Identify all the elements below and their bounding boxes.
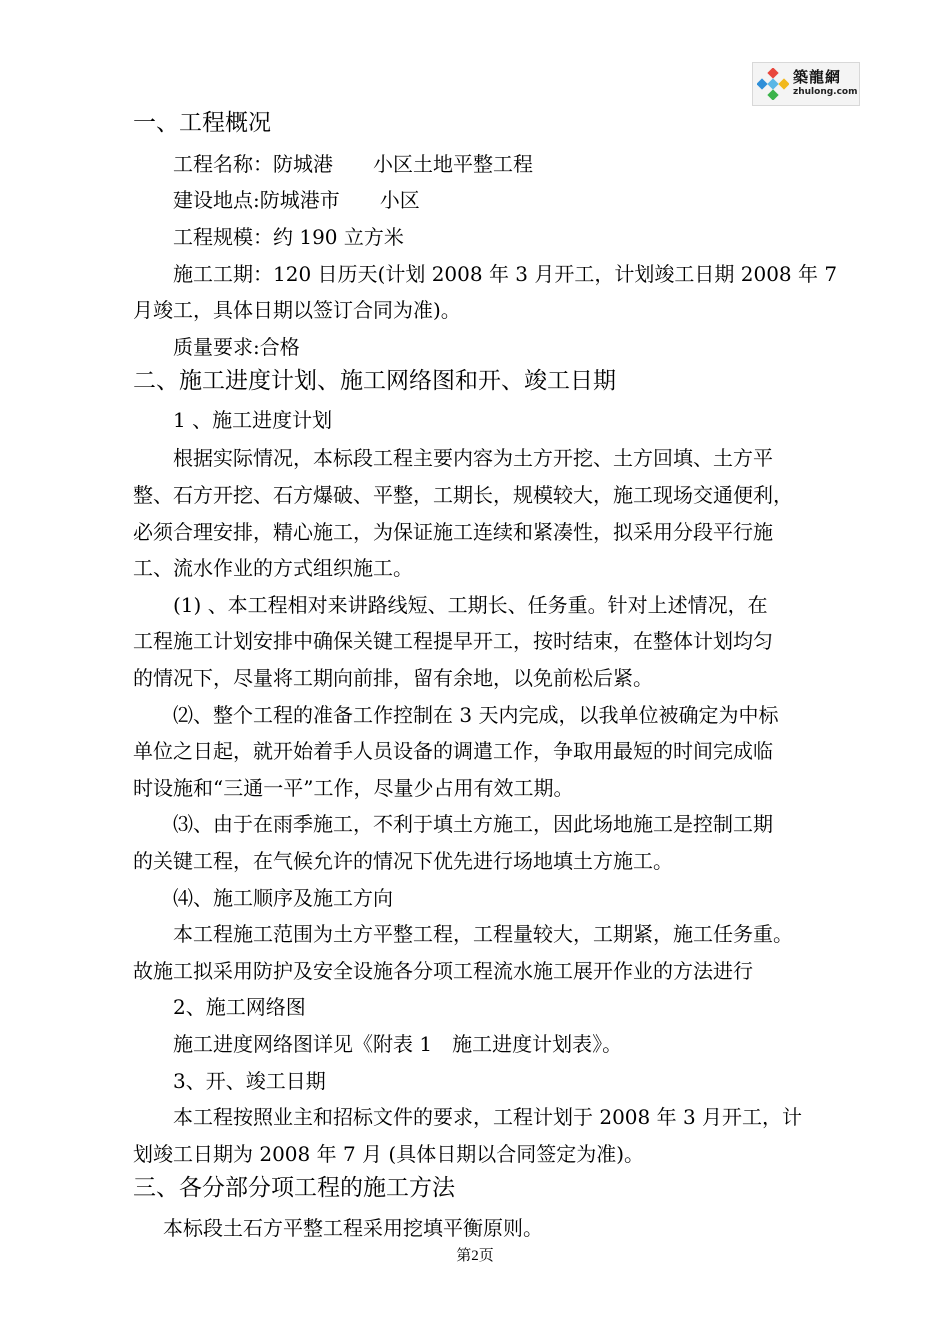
logo-name: 築龍網 xyxy=(793,68,842,86)
subheading-start-end-dates: 3、开、竣工日期 xyxy=(173,1069,326,1093)
paragraph-line: 时设施和“三通一平”工作，尽量少占用有效工期。 xyxy=(133,776,574,800)
subheading-network-diagram: 2、施工网络图 xyxy=(173,995,306,1019)
section-heading-3: 三、各分部分项工程的施工方法 xyxy=(133,1175,455,1201)
project-name: 工程名称：防城港 小区土地平整工程 xyxy=(173,152,533,176)
paragraph-line: ⑷、施工顺序及施工方向 xyxy=(173,886,393,910)
project-duration: 施工工期：120 日历天(计划 2008 年 3 月开工，计划竣工日期 2008 年 7 xyxy=(173,262,838,286)
paragraph-line: 故施工拟采用防护及安全设施各分项工程流水施工展开作业的方法进行 xyxy=(133,959,753,983)
project-duration-cont: 月竣工，具体日期以签订合同为准)。 xyxy=(133,298,461,322)
quality-requirement: 质量要求:合格 xyxy=(173,335,300,359)
paragraph-line: 工、流水作业的方式组织施工。 xyxy=(133,556,413,580)
zhulong-logo-icon xyxy=(757,68,789,100)
paragraph-line: 划竣工日期为 2008 年 7 月 (具体日期以合同签定为准)。 xyxy=(133,1142,645,1166)
section-heading-1: 一、工程概况 xyxy=(133,110,271,136)
paragraph-line: 本标段土石方平整工程采用挖填平衡原则。 xyxy=(163,1216,543,1240)
logo-domain: zhulong.com xyxy=(793,87,858,97)
project-scale: 工程规模：约 190 立方米 xyxy=(173,225,404,249)
section-heading-2: 二、施工进度计划、施工网络图和开、竣工日期 xyxy=(133,368,616,394)
paragraph-line: 单位之日起，就开始着手人员设备的调遣工作，争取用最短的时间完成临 xyxy=(133,739,773,763)
paragraph-line: 的关键工程，在气候允许的情况下优先进行场地填土方施工。 xyxy=(133,849,673,873)
paragraph-line: ⑵、整个工程的准备工作控制在 3 天内完成，以我单位被确定为中标 xyxy=(173,703,779,727)
paragraph-line: 的情况下，尽量将工期向前排，留有余地，以免前松后紧。 xyxy=(133,666,653,690)
paragraph-line: 必须合理安排，精心施工，为保证施工连续和紧凑性，拟采用分段平行施 xyxy=(133,520,773,544)
paragraph-line: 施工进度网络图详见《附表 1 施工进度计划表》。 xyxy=(173,1032,623,1056)
paragraph-line: 工程施工计划安排中确保关键工程提早开工，按时结束，在整体计划均匀 xyxy=(133,629,773,653)
project-location: 建设地点:防城港市 小区 xyxy=(173,188,420,212)
zhulong-logo xyxy=(752,62,860,106)
paragraph-line: 整、石方开挖、石方爆破、平整，工期长，规模较大，施工现场交通便利， xyxy=(133,483,793,507)
paragraph-line: ⑶、由于在雨季施工，不利于填土方施工，因此场地施工是控制工期 xyxy=(173,812,773,836)
subheading-schedule-plan: 1 、施工进度计划 xyxy=(173,408,333,432)
paragraph-line: 本工程施工范围为土方平整工程，工程量较大，工期紧，施工任务重。 xyxy=(173,922,793,946)
paragraph-line: (1) 、本工程相对来讲路线短、工期长、任务重。针对上述情况，在 xyxy=(173,593,768,617)
paragraph-line: 本工程按照业主和招标文件的要求，工程计划于 2008 年 3 月开工，计 xyxy=(173,1105,803,1129)
page-number: 第2页 xyxy=(456,1248,494,1264)
paragraph-line: 根据实际情况，本标段工程主要内容为土方开挖、土方回填、土方平 xyxy=(173,446,773,470)
